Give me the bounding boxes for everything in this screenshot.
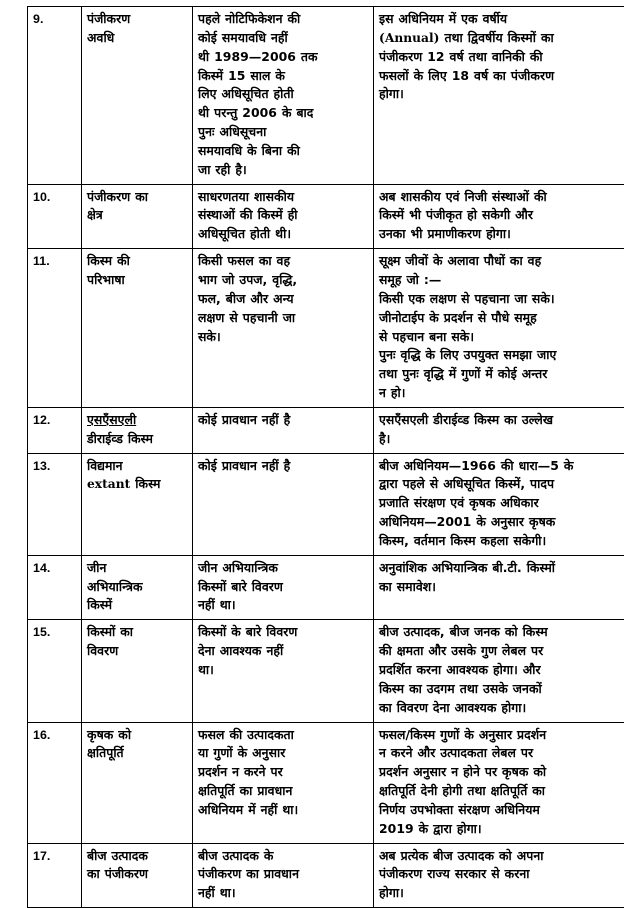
- row-new-provision: [374, 7, 624, 185]
- serial-number-text: 15.: [33, 623, 76, 642]
- row-old-provision-line: थी परन्तु 2006 के बाद: [198, 104, 368, 123]
- serial-number-text: 9.: [33, 10, 76, 29]
- row-topic: [82, 722, 193, 843]
- row-old-provision-line: पहले नोटिफिकेशन की: [198, 10, 368, 29]
- serial-number-text: 11.: [33, 252, 76, 271]
- row-new-provision-line: तथा पुनः वृद्धि में गुणों में कोई अन्तर: [379, 365, 624, 384]
- row-new-provision-line: फसलों के लिए 18 वर्ष का पंजीकरण: [379, 67, 624, 86]
- row-new-provision-line: किस्म का उदगम तथा उसके जनकों: [379, 680, 624, 699]
- row-new-provision-line: द्वारा पहले से अधिसूचित किस्में, पादप: [379, 475, 624, 494]
- row-old-provision: [193, 620, 374, 722]
- table-row: [28, 453, 624, 555]
- row-topic-line: जीन: [87, 559, 187, 578]
- row-new-provision-line: अब प्रत्येक बीज उत्पादक को अपना: [379, 847, 624, 866]
- row-topic: [82, 555, 193, 620]
- row-old-provision-line: जा रही है।: [198, 161, 368, 180]
- row-topic-line: एसएँसएली: [87, 411, 187, 430]
- serial-number-text: 14.: [33, 559, 76, 578]
- row-topic-line: डीराईव्ड किस्म: [87, 430, 187, 449]
- row-topic: [82, 620, 193, 722]
- row-new-provision-line: किसी एक लक्षण से पहचाना जा सके।: [379, 290, 624, 309]
- row-topic-line: अभियान्त्रिक: [87, 578, 187, 597]
- row-new-provision-line: इस अधिनियम में एक वर्षीय: [379, 10, 624, 29]
- row-topic: [82, 453, 193, 555]
- serial-number-text: 10.: [33, 188, 76, 207]
- row-old-provision-line: लिए अधिसूचित होती: [198, 85, 368, 104]
- row-new-provision-line: का समावेश।: [379, 578, 624, 597]
- row-old-provision-line: किसी फसल का वह: [198, 252, 368, 271]
- row-new-provision-line: पुनः वृद्धि के लिए उपयुक्त समझा जाए: [379, 346, 624, 365]
- row-topic-line: कृषक को: [87, 726, 187, 745]
- row-topic-line: अवधि: [87, 29, 187, 48]
- row-new-provision-line: होगा।: [379, 884, 624, 903]
- row-old-provision-line: भाग जो उपज, वृद्धि,: [198, 271, 368, 290]
- row-topic-line: किस्मों का: [87, 623, 187, 642]
- row-new-provision-line: क्षतिपूर्ति देनी होगी तथा क्षतिपूर्ति का: [379, 782, 624, 801]
- row-new-provision-line: बीज अधिनियम—1966 की धारा—5 के: [379, 457, 624, 476]
- row-serial-number: [28, 407, 82, 453]
- row-new-provision-line: उनका भी प्रमाणीकरण होगा।: [379, 225, 624, 244]
- row-new-provision: [374, 555, 624, 620]
- row-topic-line: extant किस्म: [87, 475, 187, 494]
- row-topic-line: बीज उत्पादक: [87, 847, 187, 866]
- row-old-provision-line: थी 1989—2006 तक: [198, 48, 368, 67]
- row-old-provision-line: पुनः अधिसूचना: [198, 123, 368, 142]
- table-row: [28, 184, 624, 249]
- row-topic: [82, 7, 193, 185]
- row-new-provision-line: की क्षमता और उसके गुण लेबल पर: [379, 642, 624, 661]
- row-old-provision-line: लक्षण से पहचानी जा: [198, 309, 368, 328]
- row-new-provision-line: पंजीकरण राज्य सरकार से करना: [379, 865, 624, 884]
- row-old-provision-line: अधिसूचित होती थी।: [198, 225, 368, 244]
- row-new-provision-line: होगा।: [379, 85, 624, 104]
- row-old-provision: [193, 7, 374, 185]
- row-new-provision-line: जीनोटाईप के प्रदर्शन से पौधे समूह: [379, 309, 624, 328]
- row-old-provision-line: संस्थाओं की किस्में ही: [198, 206, 368, 225]
- serial-number-text: 16.: [33, 726, 76, 745]
- row-topic: [82, 184, 193, 249]
- row-serial-number: [28, 620, 82, 722]
- row-new-provision-line: एसएँसएली डीराईव्ड किस्म का उल्लेख: [379, 411, 624, 430]
- serial-number-text: 17.: [33, 847, 76, 866]
- row-topic-line: क्षतिपूर्ति: [87, 744, 187, 763]
- row-old-provision-line: देना आवश्यक नहीं: [198, 642, 368, 661]
- row-topic-line: क्षेत्र: [87, 206, 187, 225]
- row-old-provision-line: प्रदर्शन न करने पर: [198, 763, 368, 782]
- table-body: [28, 7, 624, 908]
- row-new-provision-line: है।: [379, 430, 624, 449]
- row-old-provision-line: था।: [198, 661, 368, 680]
- row-new-provision-line: किस्म, वर्तमान किस्म कहला सकेगी।: [379, 532, 624, 551]
- row-new-provision: [374, 407, 624, 453]
- row-new-provision-line: बीज उत्पादक, बीज जनक को किस्म: [379, 623, 624, 642]
- row-new-provision-line: प्रदर्शन अनुसार न होने पर कृषक को: [379, 763, 624, 782]
- row-new-provision-line: न हो।: [379, 384, 624, 403]
- row-new-provision: [374, 722, 624, 843]
- row-new-provision-line: न करने और उत्पादकता लेबल पर: [379, 744, 624, 763]
- row-new-provision-line: अनुवांशिक अभियान्त्रिक बी.टी. किस्मों: [379, 559, 624, 578]
- row-old-provision-line: किस्मों के बारे विवरण: [198, 623, 368, 642]
- row-old-provision-line: कोई प्रावधान नहीं है: [198, 457, 368, 476]
- row-new-provision: [374, 620, 624, 722]
- row-old-provision-line: अधिनियम में नहीं था।: [198, 801, 368, 820]
- row-old-provision-line: समयावधि के बिना की: [198, 142, 368, 161]
- row-new-provision: [374, 249, 624, 408]
- row-topic-line: परिभाषा: [87, 271, 187, 290]
- row-topic-line: का पंजीकरण: [87, 865, 187, 884]
- row-topic: [82, 249, 193, 408]
- table-row: [28, 843, 624, 908]
- row-new-provision-line: से पहचान बना सके।: [379, 328, 624, 347]
- row-old-provision: [193, 184, 374, 249]
- row-old-provision-line: नहीं था।: [198, 596, 368, 615]
- row-old-provision-line: कोई प्रावधान नहीं है: [198, 411, 368, 430]
- latin-term: extant: [87, 477, 130, 491]
- row-new-provision-line: प्रदर्शित करना आवश्यक होगा। और: [379, 661, 624, 680]
- row-old-provision: [193, 453, 374, 555]
- row-old-provision-line: सके।: [198, 328, 368, 347]
- row-new-provision: [374, 453, 624, 555]
- row-new-provision-line: पंजीकरण 12 वर्ष तथा वानिकी की: [379, 48, 624, 67]
- row-new-provision-line: किस्में भी पंजीकृत हो सकेगी और: [379, 206, 624, 225]
- row-serial-number: [28, 555, 82, 620]
- row-old-provision-line: या गुणों के अनुसार: [198, 744, 368, 763]
- serial-number-text: 12.: [33, 411, 76, 430]
- table-row: [28, 555, 624, 620]
- row-new-provision-line: सूक्ष्म जीवों के अलावा पौधों का वह: [379, 252, 624, 271]
- row-topic-line: पंजीकरण का: [87, 188, 187, 207]
- table-row: [28, 7, 624, 185]
- row-new-provision: [374, 184, 624, 249]
- row-topic-line: किस्में: [87, 596, 187, 615]
- row-new-provision-line: का विवरण देना आवश्यक होगा।: [379, 699, 624, 718]
- row-new-provision-line: अब शासकीय एवं निजी संस्थाओं की: [379, 188, 624, 207]
- row-new-provision: [374, 843, 624, 908]
- row-new-provision-line: निर्णय उपभोक्ता संरक्षण अधिनियम: [379, 801, 624, 820]
- table-row: [28, 620, 624, 722]
- row-old-provision: [193, 249, 374, 408]
- row-old-provision: [193, 843, 374, 908]
- row-topic-line: किस्म की: [87, 252, 187, 271]
- row-serial-number: [28, 249, 82, 408]
- row-new-provision-line: (Annual) तथा द्विवर्षीय किस्मों का: [379, 29, 624, 48]
- row-old-provision-line: पंजीकरण का प्रावधान: [198, 865, 368, 884]
- serial-number-text: 13.: [33, 457, 76, 476]
- row-topic: [82, 843, 193, 908]
- row-serial-number: [28, 453, 82, 555]
- row-old-provision-line: साधरणतया शासकीय: [198, 188, 368, 207]
- row-old-provision-line: बीज उत्पादक के: [198, 847, 368, 866]
- latin-term: (Annual): [379, 31, 440, 45]
- table-row: [28, 722, 624, 843]
- comparison-table: [27, 6, 624, 908]
- row-serial-number: [28, 7, 82, 185]
- row-old-provision-line: फल, बीज और अन्य: [198, 290, 368, 309]
- row-new-provision-line: फसल/किस्म गुणों के अनुसार प्रदर्शन: [379, 726, 624, 745]
- row-topic: [82, 407, 193, 453]
- row-old-provision-line: नहीं था।: [198, 884, 368, 903]
- table-row: [28, 407, 624, 453]
- row-topic-line: विवरण: [87, 642, 187, 661]
- row-old-provision-line: किस्मों बारे विवरण: [198, 578, 368, 597]
- table-row: [28, 249, 624, 408]
- row-serial-number: [28, 184, 82, 249]
- row-old-provision: [193, 555, 374, 620]
- row-old-provision-line: जीन अभियान्त्रिक: [198, 559, 368, 578]
- row-new-provision-line: 2019 के द्वारा होगा।: [379, 820, 624, 839]
- row-topic-line: विद्यमान: [87, 457, 187, 476]
- row-new-provision-line: प्रजाति संरक्षण एवं कृषक अधिकार: [379, 494, 624, 513]
- row-old-provision-line: कोई समयावधि नहीं: [198, 29, 368, 48]
- row-old-provision-line: किस्में 15 साल के: [198, 67, 368, 86]
- row-serial-number: [28, 843, 82, 908]
- row-serial-number: [28, 722, 82, 843]
- row-old-provision-line: फसल की उत्पादकता: [198, 726, 368, 745]
- row-old-provision: [193, 407, 374, 453]
- row-new-provision-line: समूह जो :—: [379, 271, 624, 290]
- row-old-provision: [193, 722, 374, 843]
- row-old-provision-line: क्षतिपूर्ति का प्रावधान: [198, 782, 368, 801]
- row-new-provision-line: अधिनियम—2001 के अनुसार कृषक: [379, 513, 624, 532]
- row-topic-line: पंजीकरण: [87, 10, 187, 29]
